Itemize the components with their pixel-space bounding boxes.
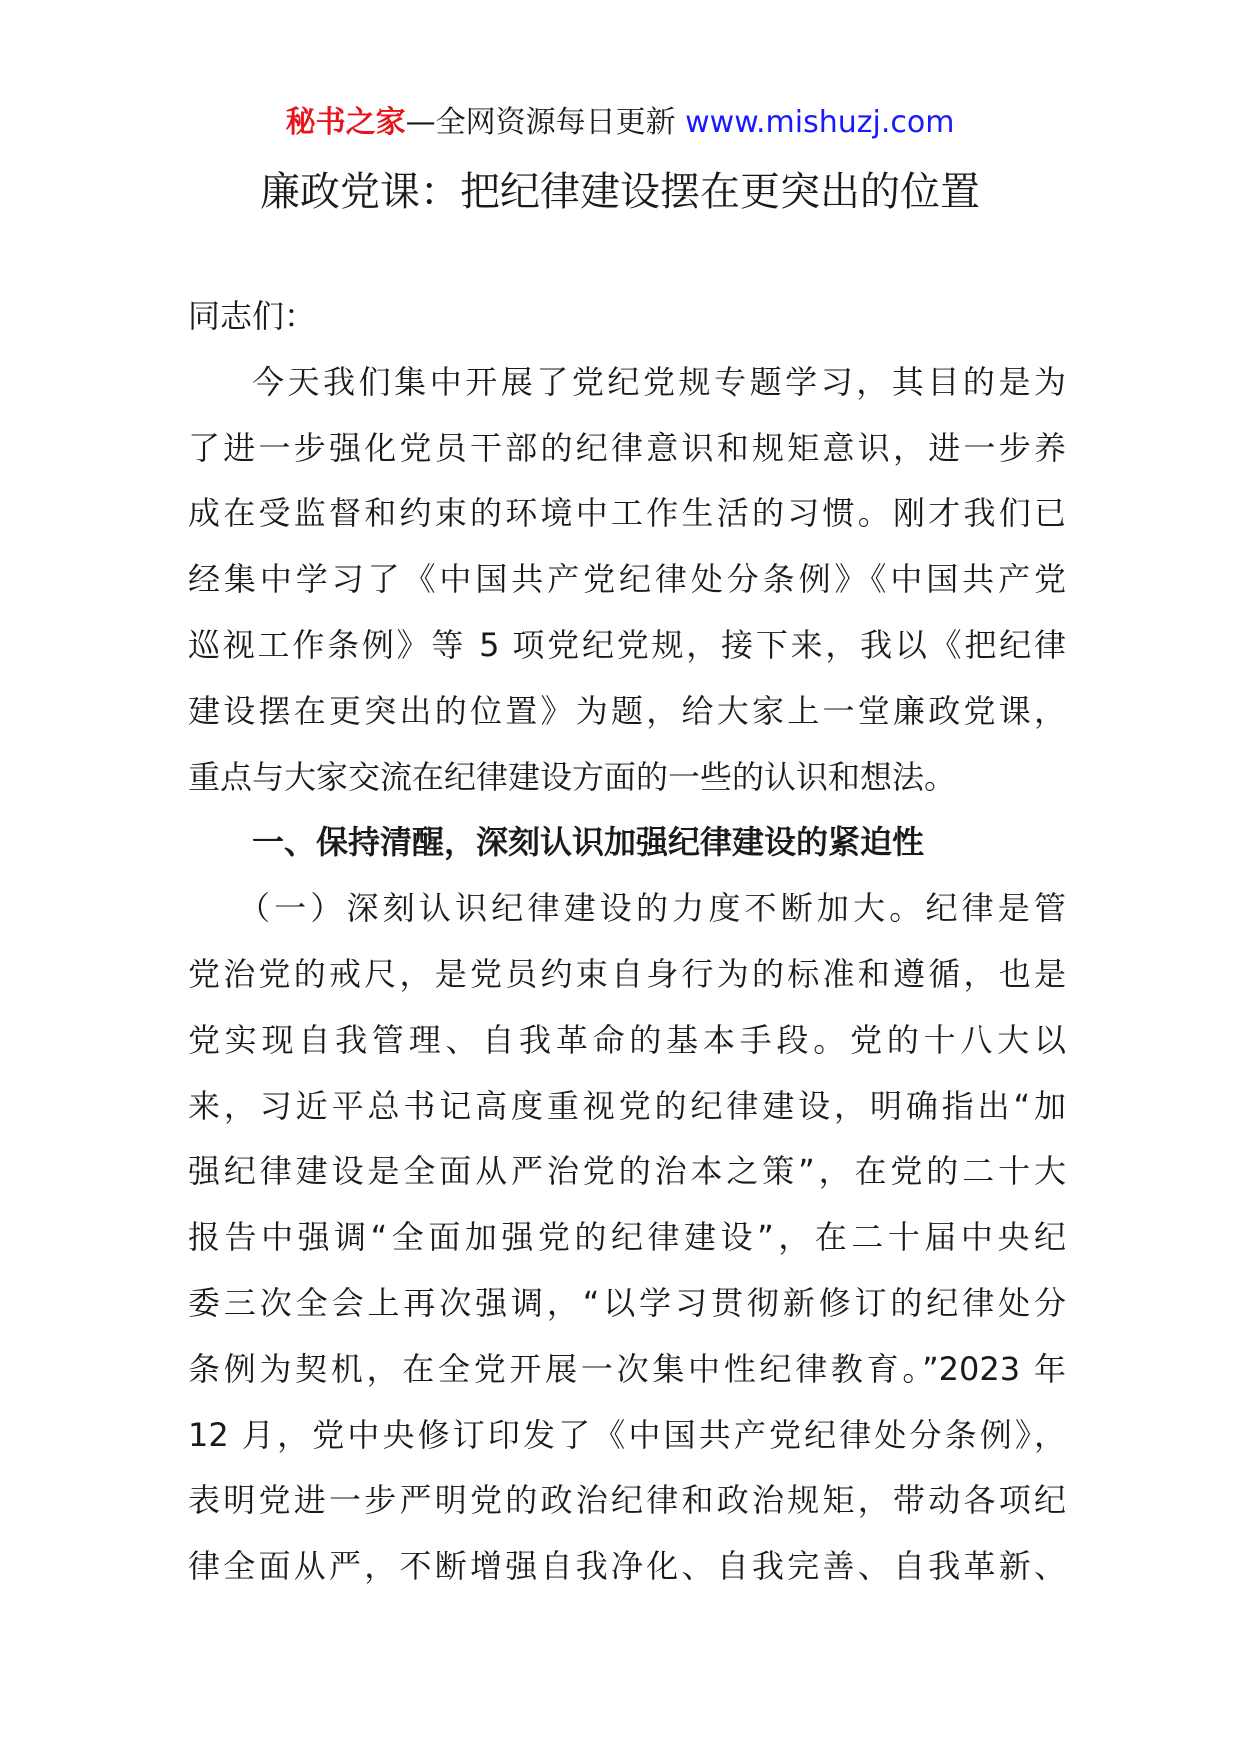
header-tagline: —全网资源每日更新 (405, 105, 686, 140)
text-line: 强纪律建设是全面从严治党的治本之策”，在党的二十大 (188, 1152, 1066, 1191)
document-title: 廉政党课：把纪律建设摆在更突出的位置 (260, 169, 980, 215)
text-line: 了进一步强化党员干部的纪律意识和规矩意识，进一步养 (188, 428, 1066, 467)
watermark-header (0, 103, 1240, 143)
text-line: 党实现自我管理、自我革命的基本手段。党的十八大以 (188, 1020, 1066, 1059)
paragraph-1 (188, 362, 1066, 823)
text-line: 表明党进一步严明党的政治纪律和政治规矩，带动各项纪 (188, 1481, 1066, 1520)
header-url[interactable]: www.mishuzj.com (685, 105, 955, 140)
text-line: 巡视工作条例》等 5 项党纪党规，接下来，我以《把纪律 (188, 625, 1066, 664)
salutation: 同志们： (188, 297, 317, 335)
text-line: 报告中强调“全面加强党的纪律建设”，在二十届中央纪 (188, 1218, 1066, 1257)
text-line: 委三次全会上再次强调，“以学习贯彻新修订的纪律处分 (188, 1283, 1066, 1322)
paragraph-2 (188, 888, 1066, 1612)
section-heading: 一、保持清醒，深刻认识加强纪律建设的紧迫性 (252, 823, 925, 862)
text-line: （一）深刻认识纪律建设的力度不断加大。纪律是管 (238, 889, 1066, 928)
text-line: 经集中学习了《中国共产党纪律处分条例》《中国共产党 (188, 560, 1066, 599)
text-line: 成在受监督和约束的环境中工作生活的习惯。刚才我们已 (188, 494, 1066, 533)
text-line: 12 月，党中央修订印发了《中国共产党纪律处分条例》， (188, 1415, 1066, 1454)
text-line: 建设摆在更突出的位置》为题，给大家上一堂廉政党课， (188, 691, 1066, 730)
text-line: 重点与大家交流在纪律建设方面的一些的认识和想法。 (188, 757, 957, 796)
text-line: 今天我们集中开展了党纪党规专题学习，其目的是为 (252, 362, 1066, 401)
document-body (188, 296, 1066, 1612)
text-line: 党治党的戒尺，是党员约束自身行为的标准和遵循，也是 (188, 954, 1066, 993)
header-brand: 秘书之家 (285, 105, 406, 140)
text-line: 条例为契机，在全党开展一次集中性纪律教育。”2023 年 (188, 1349, 1066, 1388)
text-line: 来，习近平总书记高度重视党的纪律建设，明确指出“加 (188, 1086, 1066, 1125)
text-line: 律全面从严，不断增强自我净化、自我完善、自我革新、 (188, 1547, 1066, 1586)
